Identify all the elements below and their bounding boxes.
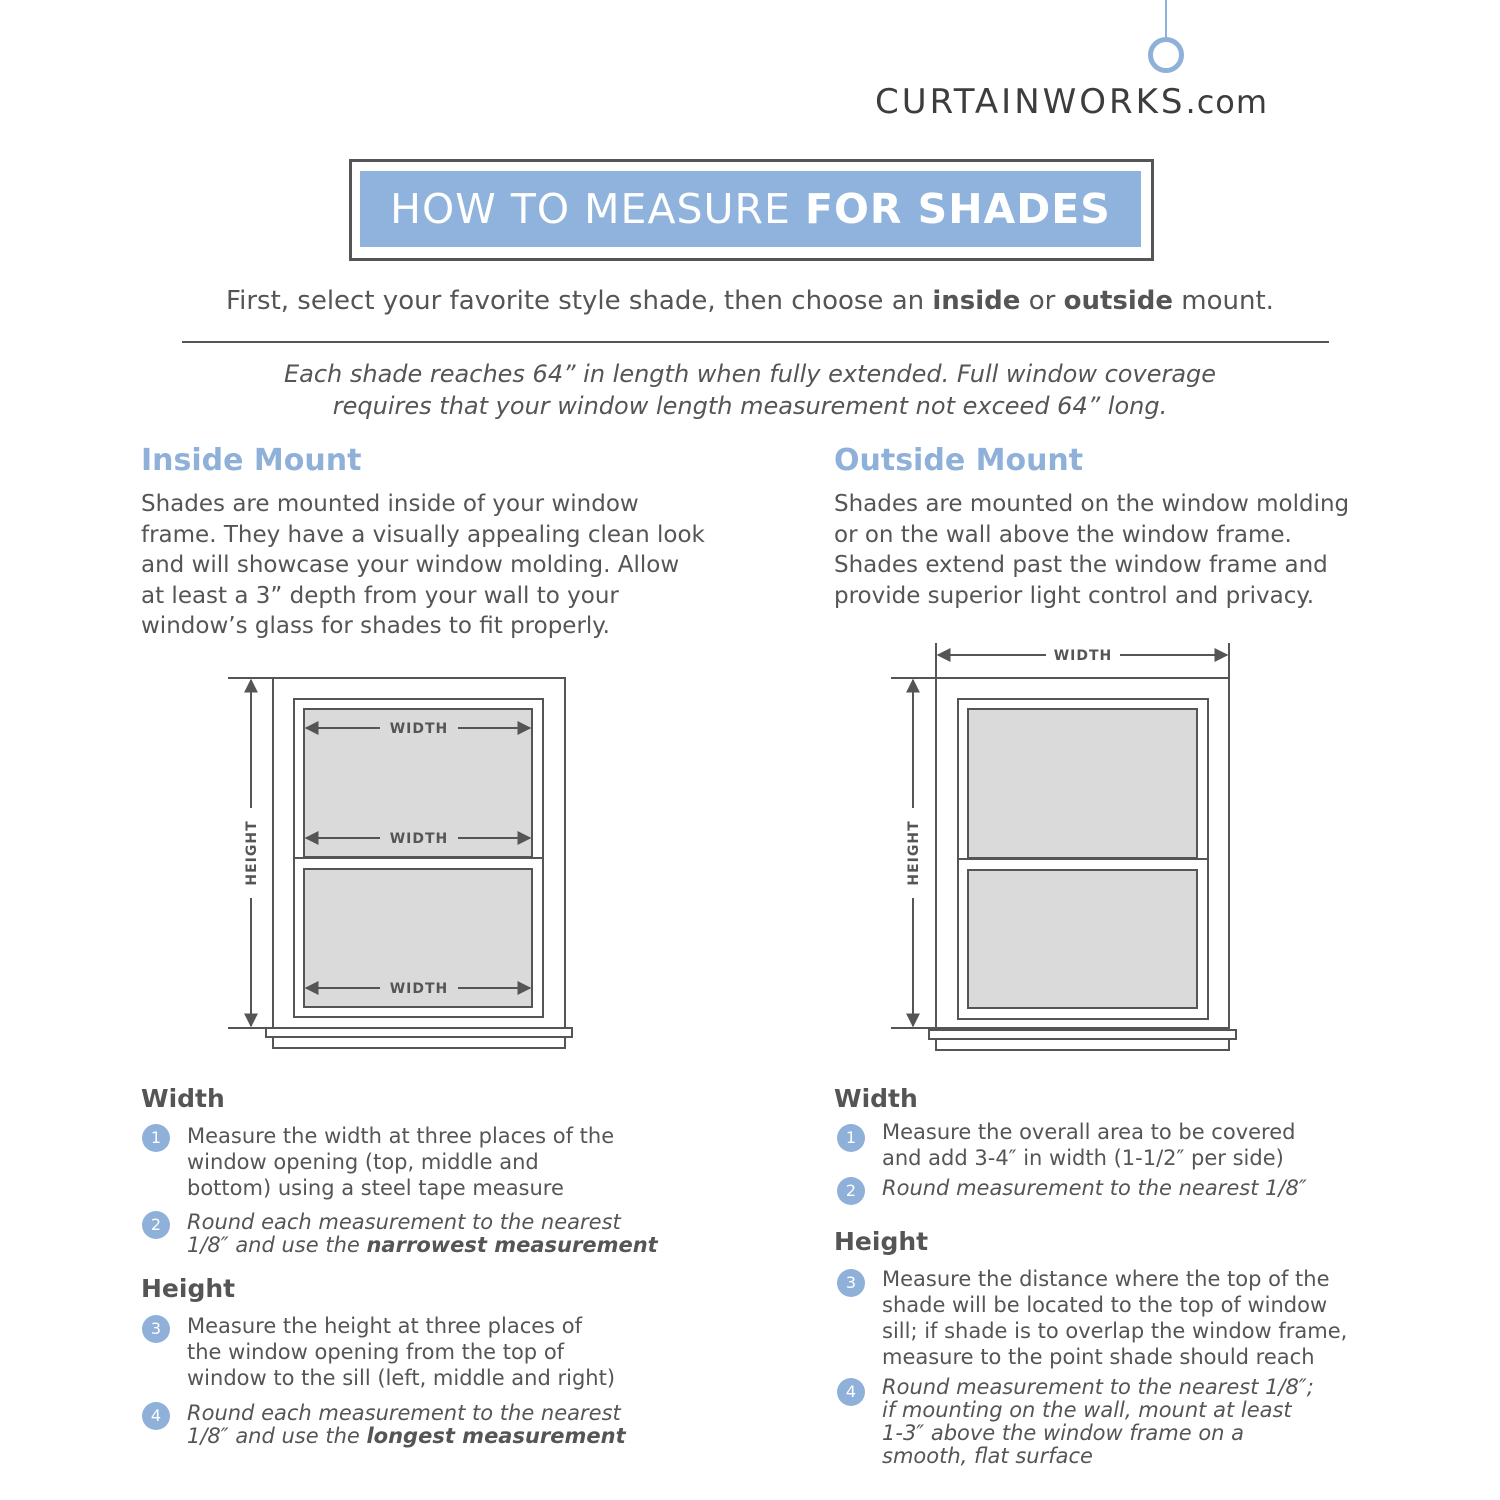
inside-step-2-text [187,1211,747,1257]
inside-mount-description: Shades are mounted inside of your window frame. They have a visually appealing clean look and will showcase your window molding. Allow at least a 3” depth from your wall to your window’s glass for shades to fit properly. [141,491,705,639]
step-number-badge: 1 [837,1124,865,1152]
outside-mount-window-diagram [891,643,1236,1050]
inside-height-label: HEIGHT [244,820,260,886]
inside-mount-title: Inside Mount [141,443,362,478]
step-number-badge: 4 [837,1378,865,1406]
inside-width-label-top: WIDTH [389,721,449,737]
inside-width-label-middle: WIDTH [389,831,449,847]
outside-step-3-text: Measure the distance where the top of the shade will be located to the top of window sill; if shade is to overlap the window frame, measure to the point shade should reach [882,1267,1348,1369]
outside-height-label: HEIGHT [906,820,922,886]
step-number-badge: 3 [142,1315,170,1343]
title-light: HOW TO MEASURE [390,185,805,233]
outside-lower-pane [968,870,1197,1008]
inside-step-4-emphasis: longest measurement [366,1424,626,1448]
title-bold: FOR SHADES [804,185,1111,233]
step-number-badge: 3 [837,1269,865,1297]
outside-width-label: WIDTH [1053,648,1113,664]
inside-width-heading: Width [141,1084,225,1113]
inside-step-2-text-a: Round each measurement to the nearest 1/8″ and use the [187,1210,621,1257]
outside-height-heading: Height [834,1227,929,1256]
inside-step-1-text: Measure the width at three places of the window opening (top, middle and bottom) using a steel tape measure [187,1124,615,1200]
step-number-badge: 2 [142,1211,170,1239]
outside-step-1-text: Measure the overall area to be covered and add 3-4″ in width (1-1/2″ per side) [882,1120,1296,1170]
intro-inside: inside [932,286,1021,316]
outside-step-4-text: Round measurement to the nearest 1/8″; if mounting on the wall, mount at least 1-3″ above the window frame on a smooth, flat surface [882,1375,1314,1468]
outside-width-heading: Width [834,1084,918,1113]
inside-sill [266,1028,572,1037]
intro-part-3: mount. [1173,286,1274,316]
intro-part-1: First, select your favorite style shade, then choose an [226,286,933,316]
outside-upper-pane [968,709,1197,858]
outside-sill [929,1030,1236,1039]
outside-step-2-text: Round measurement to the nearest 1/8″ [882,1176,1307,1200]
step-number-badge: 1 [142,1124,170,1152]
inside-step-4-text-a: Round each measurement to the nearest 1/8″ and use the [187,1401,621,1448]
step-number-badge: 2 [837,1177,865,1205]
brand-name: CURTAINWORKS [875,82,1186,122]
outside-mount-title: Outside Mount [834,443,1084,478]
inside-step-3-text: Measure the height at three places of the window opening from the top of window to the sill (left, middle and right) [187,1314,616,1390]
inside-step-4-text [187,1402,747,1448]
outside-apron [936,1039,1229,1050]
brand-domain: .com [1185,83,1269,121]
step-number-badge: 4 [142,1402,170,1430]
inside-apron [273,1037,565,1048]
outside-mount-description: Shades are mounted on the window molding or on the wall above the window frame. Shades extend past the window frame and provide superior light control and privacy. [834,491,1350,609]
intro-part-2: or [1020,286,1064,316]
inside-step-2-emphasis: narrowest measurement [366,1233,658,1257]
inside-height-heading: Height [141,1274,236,1303]
note-line-1: Each shade reaches 64” in length when fully extended. Full window coverage [283,360,1217,388]
inside-width-label-bottom: WIDTH [389,981,449,997]
note-line-2: requires that your window length measurement not exceed 64” long. [332,392,1168,420]
intro-outside: outside [1063,286,1174,316]
